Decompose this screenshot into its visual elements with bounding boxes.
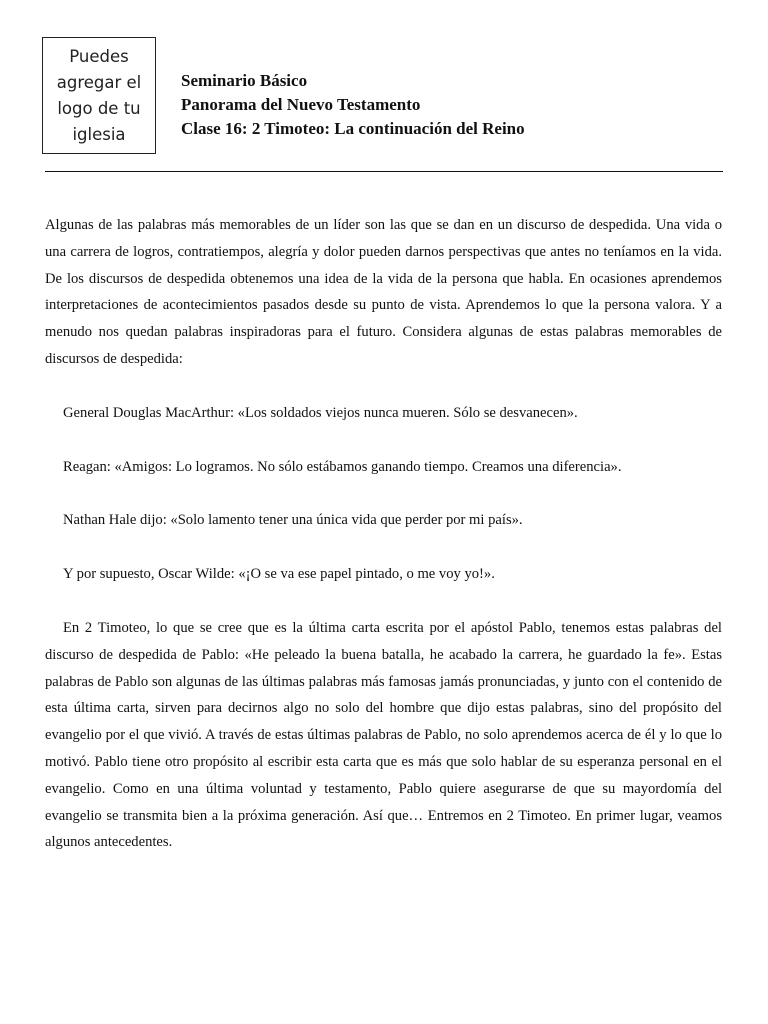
church-logo-placeholder <box>42 37 156 154</box>
quote-macarthur: General Douglas MacArthur: «Los soldados viejos nunca mueren. Sólo se desvanecen». <box>63 404 578 421</box>
seminar-title: Seminario Básico <box>181 71 308 90</box>
logo-placeholder-line: logo de tu <box>57 98 141 118</box>
logo-placeholder-line: Puedes <box>69 46 129 66</box>
class-title: Clase 16: 2 Timoteo: La continuación del Reino <box>181 119 525 138</box>
logo-placeholder-line: agregar el <box>56 72 142 92</box>
quote-oscar-wilde: Y por supuesto, Oscar Wilde: «¡O se va ese papel pintado, o me voy yo!». <box>63 566 495 583</box>
closing-paragraph: En 2 Timoteo, lo que se cree que es la última carta escrita por el apóstol Pablo, tenemos estas palabras del discurso de despedida de Pablo: «He peleado la buena batalla, he acabado la carrera, he guardado la fe». Estas palabras de Pablo son algunas de las últimas palabras más famosas jamás pronunciadas, y junto con el contenido de esta última carta, sirven para decirnos algo no solo del hombre que dijo estas palabras, sino del propósito del evangelio por el que vivió. A través de estas últimas palabras de Pablo, no solo aprendemos acerca de él y lo que lo motivó. Pablo tiene otro propósito al escribir esta carta que es más que solo hablar de su esperanza personal en el evangelio. Como en una última voluntad y testamento, Pablo quiere asegurarse de que su mayordomía del evangelio se transmita bien a la próxima generación. Así que… Entremos en 2 Timoteo. En primer lugar, veamos algunos antecedentes. <box>45 619 722 851</box>
header-divider <box>45 171 723 172</box>
document-header <box>181 69 525 141</box>
course-title: Panorama del Nuevo Testamento <box>181 95 421 114</box>
intro-paragraph: Algunas de las palabras más memorables de un líder son las que se dan en un discurso de despedida. Una vida o una carrera de logros, contratiempos, alegría y dolor pueden darnos perspectivas que antes no teníamos en la vida. De los discursos de despedida obtenemos una idea de la vida de la persona que habla. En ocasiones aprendemos interpretaciones de acontecimientos pasados desde su punto de vista. Aprendemos lo que la persona valora. Y a menudo nos quedan palabras inspiradoras para el futuro. Considera algunas de estas palabras memorables de discursos de despedida: <box>45 217 722 367</box>
document-body <box>45 212 722 856</box>
logo-placeholder-line: iglesia <box>72 124 126 144</box>
quote-reagan: Reagan: «Amigos: Lo logramos. No sólo estábamos ganando tiempo. Creamos una diferencia». <box>63 458 622 475</box>
quote-nathan-hale: Nathan Hale dijo: «Solo lamento tener una única vida que perder por mi país». <box>63 512 523 529</box>
